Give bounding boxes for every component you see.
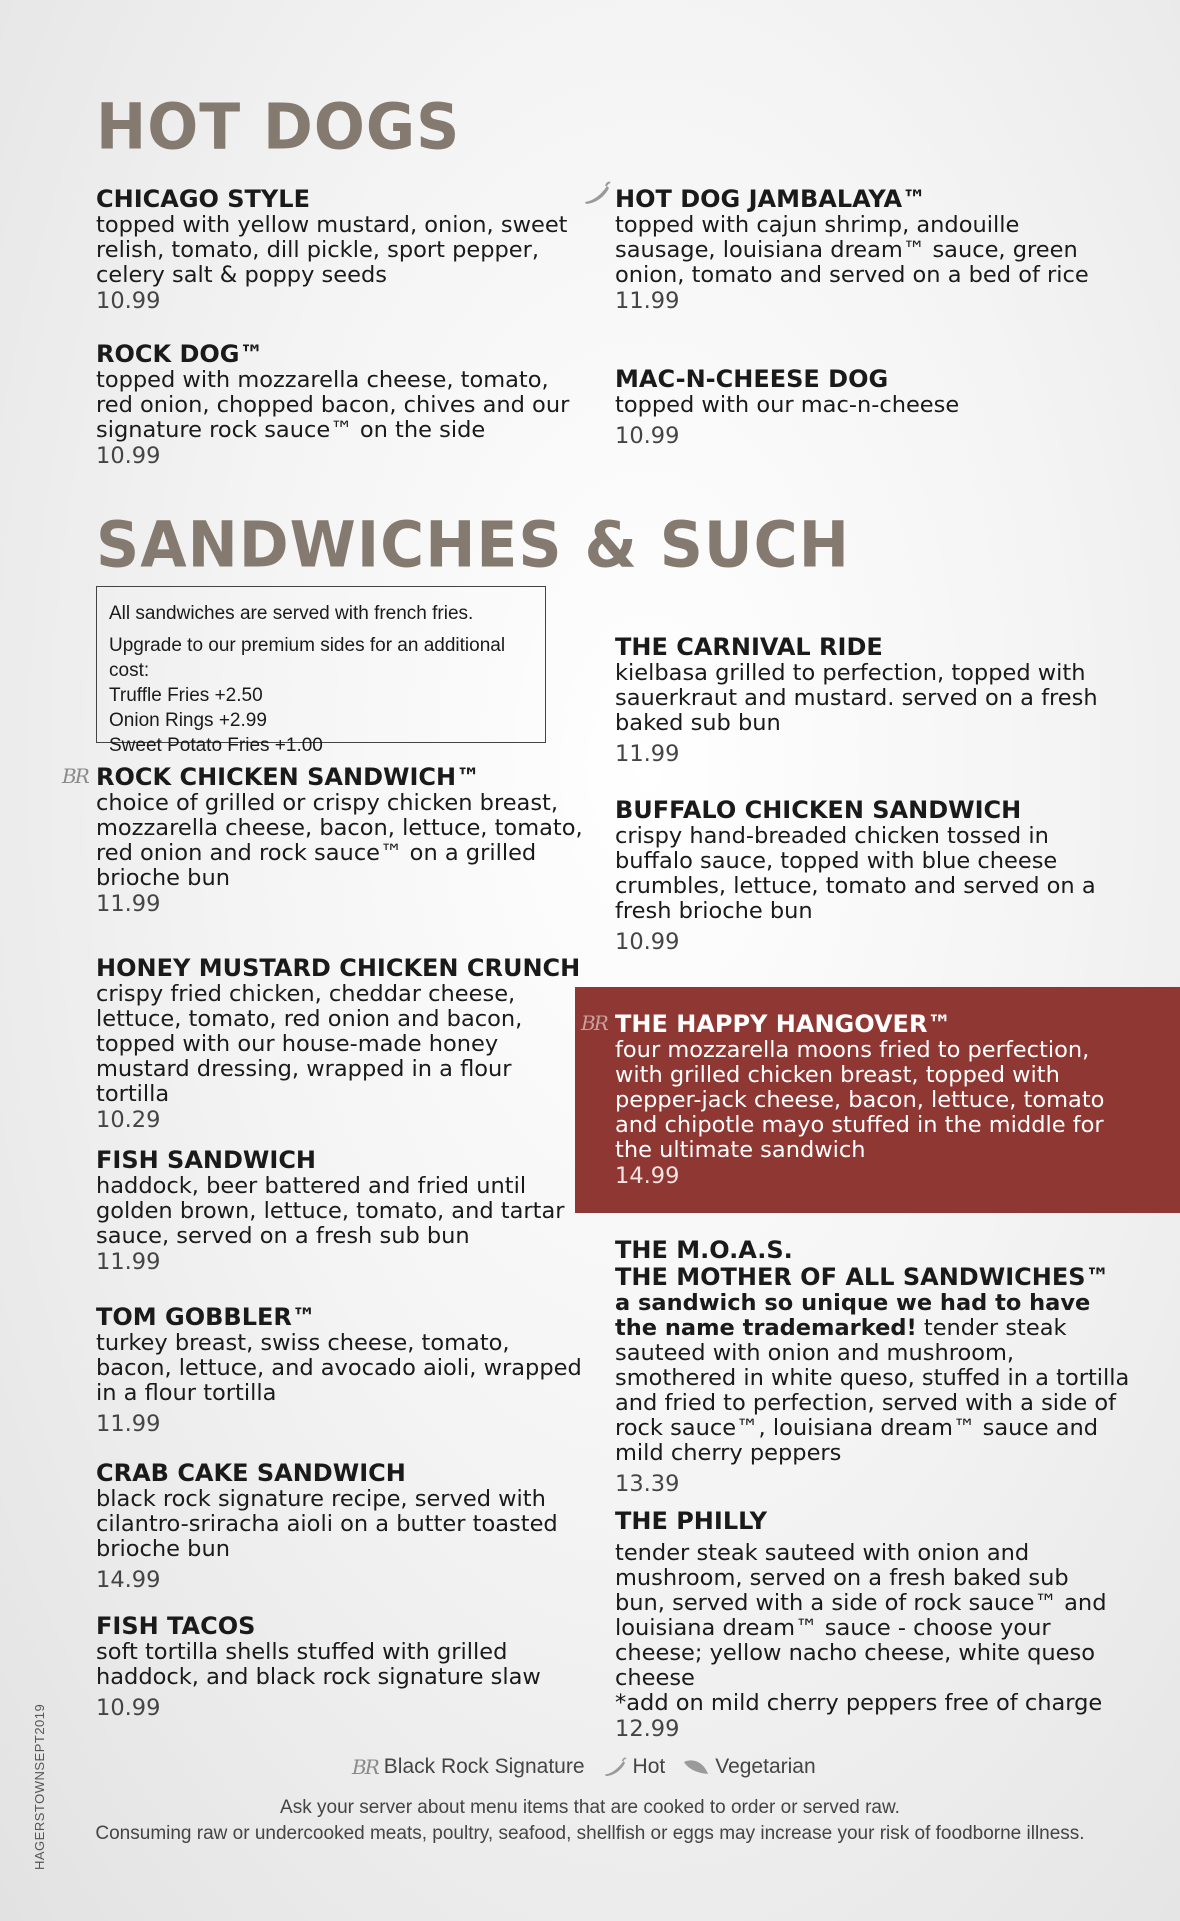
- br-signature-icon: BR: [581, 1011, 607, 1035]
- legend-vegetarian: [683, 1755, 815, 1779]
- sides-note: All sandwiches are served with french fries.: [109, 603, 474, 624]
- menu-item-rock-dog: [96, 341, 576, 469]
- menu-item-fish-tacos: [96, 1613, 596, 1721]
- item-price: 11.99: [96, 1249, 161, 1275]
- food-safety-disclaimer: [40, 1795, 1140, 1847]
- menu-item-philly: [615, 1508, 1125, 1742]
- menu-item-crab-cake-sandwich: [96, 1460, 576, 1593]
- item-price: 10.99: [96, 443, 161, 469]
- item-description: crispy fried chicken, cheddar cheese, lettuce, tomato, red onion and bacon, topped with our house-made honey mustard dressing, wrapped in a flour tortilla: [96, 981, 523, 1107]
- menu-item-rock-chicken-sandwich: [96, 764, 586, 917]
- legend-vegetarian-label: Vegetarian: [715, 1755, 816, 1778]
- hot-dogs-heading: HOT DOGS: [96, 90, 461, 165]
- menu-item-mac-n-cheese-dog: [615, 366, 1125, 449]
- item-name: HONEY MUSTARD CHICKEN CRUNCH: [96, 954, 581, 982]
- item-description: kielbasa grilled to perfection, topped with sauerkraut and mustard. served on a fresh baked sub bun: [615, 660, 1098, 736]
- item-description: topped with mozzarella cheese, tomato, red onion, chopped bacon, chives and our signature rock sauce™ on the side: [96, 367, 570, 443]
- item-description: soft tortilla shells stuffed with grilled haddock, and black rock signature slaw: [96, 1639, 541, 1690]
- disclaimer-line-1: Ask your server about menu items that are cooked to order or served raw.: [280, 1797, 900, 1818]
- item-subtitle: THE MOTHER OF ALL SANDWICHES™: [615, 1263, 1110, 1291]
- menu-version-code: HAGERSTOWNSEPT2019: [32, 1703, 47, 1870]
- item-description-text: tender steak sauteed with onion and mushroom, smothered in white queso, stuffed in a tortilla and fried to perfection, served with a side of rock sauce™, louisiana dream™ sauce and mild cherry peppers: [615, 1315, 1130, 1466]
- item-description: topped with yellow mustard, onion, sweet relish, tomato, dill pickle, sport pepper, celery salt & poppy seeds: [96, 212, 568, 288]
- item-description: topped with cajun shrimp, andouille sausage, louisiana dream™ sauce, green onion, tomato and served on a bed of rice: [615, 212, 1089, 288]
- menu-item-happy-hangover: [615, 1011, 1135, 1189]
- item-name: MAC-N-CHEESE DOG: [615, 365, 889, 393]
- menu-item-buffalo-chicken-sandwich: [615, 797, 1125, 955]
- item-name: THE PHILLY: [615, 1507, 768, 1535]
- item-price: 14.99: [615, 1163, 680, 1189]
- item-name: BUFFALO CHICKEN SANDWICH: [615, 796, 1022, 824]
- item-description: crispy hand-breaded chicken tossed in buffalo sauce, topped with blue cheese crumbles, lettuce, tomato and served on a fresh brioche bun: [615, 823, 1096, 924]
- legend-hot-label: Hot: [632, 1755, 666, 1778]
- item-price: 12.99: [615, 1716, 680, 1742]
- item-description: tender steak sauteed with onion and mushroom, served on a fresh baked sub bun, served with a side of rock sauce™ and louisiana dream™ sauce - choose your cheese; yellow nacho cheese, white queso cheese: [615, 1540, 1107, 1691]
- item-name: ROCK CHICKEN SANDWICH™: [96, 763, 481, 791]
- item-price: 11.99: [615, 741, 680, 767]
- item-tagline: a sandwich so unique we had to have the name trademarked!: [615, 1290, 1091, 1341]
- item-name: TOM GOBBLER™: [96, 1303, 316, 1331]
- menu-item-tom-gobbler: [96, 1304, 586, 1437]
- item-description: haddock, beer battered and fried until golden brown, lettuce, tomato, and tartar sauce, served on a fresh sub bun: [96, 1173, 565, 1249]
- item-description: [615, 1291, 1130, 1466]
- item-description: topped with our mac-n-cheese: [615, 392, 960, 418]
- menu-item-moas: [615, 1237, 1130, 1497]
- item-note: *add on mild cherry peppers free of charge: [615, 1690, 1103, 1716]
- item-name: HOT DOG JAMBALAYA™: [615, 185, 927, 213]
- legend-signature: [352, 1755, 585, 1779]
- item-name: THE HAPPY HANGOVER™: [615, 1010, 952, 1038]
- legend-hot: [603, 1755, 666, 1779]
- upgrade-note: Upgrade to our premium sides for an additional cost:: [109, 635, 506, 681]
- sides-info-box: [96, 586, 546, 756]
- menu-item-hot-dog-jambalaya: [615, 186, 1125, 314]
- item-price: 10.99: [615, 423, 680, 449]
- menu-item-carnival-ride: [615, 634, 1125, 767]
- item-name: CRAB CAKE SANDWICH: [96, 1459, 406, 1487]
- item-name: THE CARNIVAL RIDE: [615, 633, 883, 661]
- item-name: ROCK DOG™: [96, 340, 264, 368]
- item-price: 10.99: [96, 1695, 161, 1721]
- chili-pepper-icon: [583, 181, 611, 205]
- item-price: 10.99: [96, 288, 161, 314]
- item-name: THE M.O.A.S.: [615, 1236, 793, 1264]
- leaf-icon: [683, 1758, 709, 1776]
- menu-item-fish-sandwich: [96, 1147, 576, 1275]
- item-name: FISH TACOS: [96, 1612, 256, 1640]
- item-price: 10.99: [615, 929, 680, 955]
- menu-item-chicago-style: [96, 186, 576, 314]
- item-price: 10.29: [96, 1107, 161, 1133]
- item-price: 11.99: [96, 1411, 161, 1437]
- chili-pepper-icon: [603, 1757, 627, 1777]
- item-name: CHICAGO STYLE: [96, 185, 310, 213]
- item-price: 11.99: [96, 891, 161, 917]
- menu-item-honey-mustard-chicken-crunch: [96, 955, 586, 1133]
- item-description: choice of grilled or crispy chicken breast, mozzarella cheese, bacon, lettuce, tomato, red onion and rock sauce™ on a grilled brioche bun: [96, 790, 583, 891]
- br-signature-icon: BR: [352, 1755, 378, 1779]
- item-name: FISH SANDWICH: [96, 1146, 317, 1174]
- icon-legend: [352, 1752, 852, 1782]
- item-price: 11.99: [615, 288, 680, 314]
- item-price: 13.39: [615, 1471, 680, 1497]
- item-description: four mozzarella moons fried to perfection, with grilled chicken breast, topped with pepper-jack cheese, bacon, lettuce, tomato and chipotle mayo stuffed in the middle for the ultimate sandwich: [615, 1037, 1105, 1163]
- item-price: 14.99: [96, 1567, 161, 1593]
- item-description: turkey breast, swiss cheese, tomato, bacon, lettuce, and avocado aioli, wrapped in a flour tortilla: [96, 1330, 582, 1406]
- upgrade-onion-rings: Onion Rings +2.99: [109, 710, 267, 731]
- upgrade-sweet-potato-fries: Sweet Potato Fries +1.00: [109, 735, 323, 756]
- item-description: black rock signature recipe, served with cilantro-sriracha aioli on a butter toasted brioche bun: [96, 1486, 558, 1562]
- br-signature-icon: BR: [62, 764, 88, 788]
- featured-item-panel: [575, 987, 1180, 1213]
- upgrade-truffle-fries: Truffle Fries +2.50: [109, 685, 263, 706]
- disclaimer-line-2: Consuming raw or undercooked meats, poultry, seafood, shellfish or eggs may increase your risk of foodborne illness.: [95, 1823, 1085, 1844]
- legend-signature-label: Black Rock Signature: [383, 1755, 585, 1778]
- sandwiches-heading: SANDWICHES & SUCH: [96, 508, 850, 583]
